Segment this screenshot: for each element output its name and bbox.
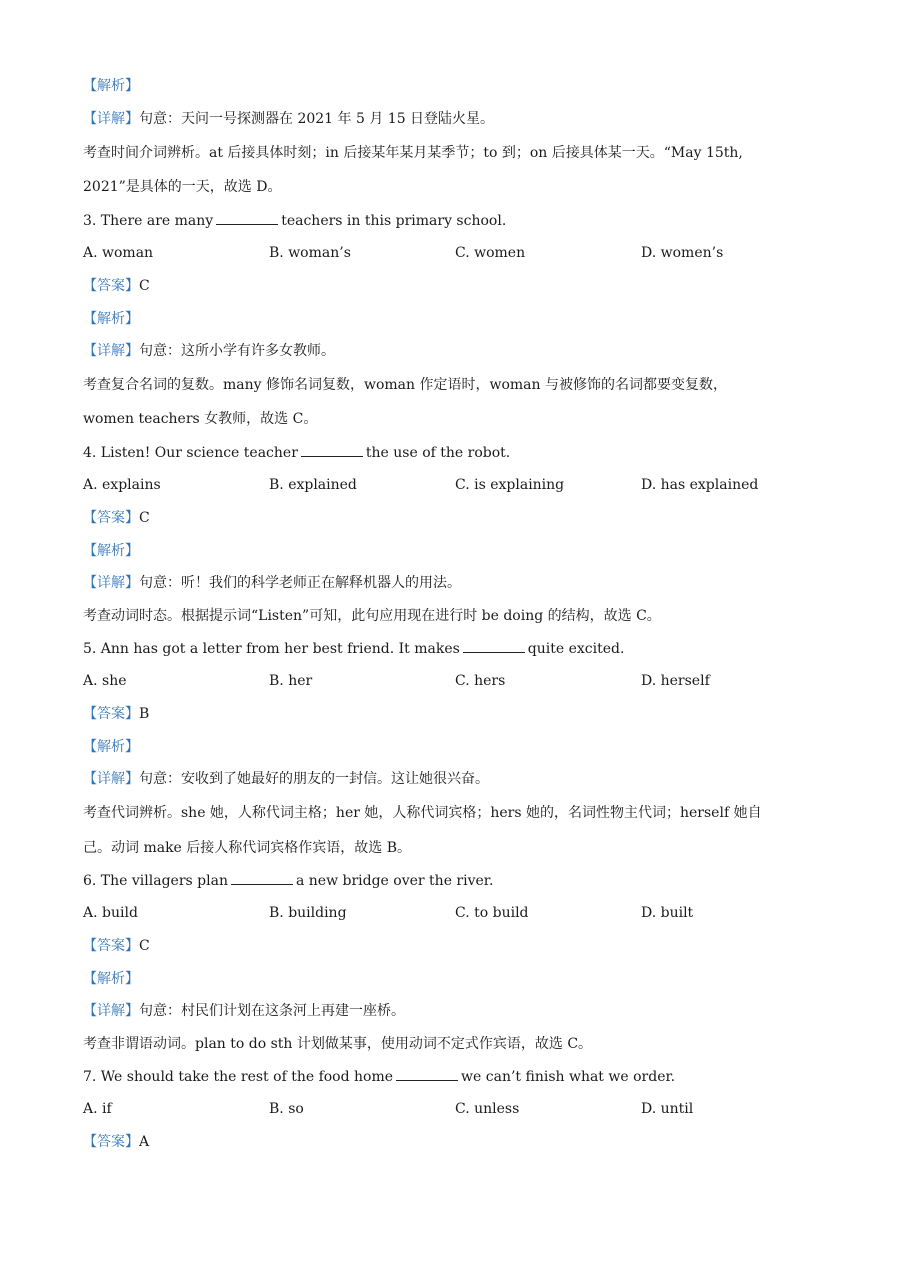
option-d: D. herself [641,673,710,689]
explanation-line: 考查非谓语动词。plan to do sth 计划做某事，使用动词不定式作宾语，故选 C。 [83,1036,593,1052]
analysis-heading: 【解析】 [83,311,139,327]
explanation-line: 2021”是具体的一天，故选 D。 [83,179,282,195]
option-c: C. unless [455,1101,520,1117]
option-d: D. until [641,1101,694,1117]
detail-line: 【详解】句意：天问一号探测器在 2021 年 5 月 15 日登陆火星。 [83,111,495,127]
detail-line: 【详解】句意：安收到了她最好的朋友的一封信。这让她很兴奋。 [83,771,489,787]
question-stem: 3. There are many teachers in this primary school. [83,213,507,229]
detail-line: 【详解】句意：这所小学有许多女教师。 [83,343,335,359]
option-a: A. explains [83,477,161,493]
option-b: B. her [269,673,313,689]
option-b: B. building [269,905,347,921]
answer-blank [396,1068,458,1081]
analysis-heading: 【解析】 [83,739,139,755]
option-d: D. built [641,905,694,921]
answer-blank [301,444,363,457]
option-b: B. woman’s [269,245,351,261]
option-c: C. women [455,245,526,261]
option-d: D. women’s [641,245,724,261]
explanation-line: 己。动词 make 后接人称代词宾格作宾语，故选 B。 [83,840,412,856]
answer-line: 【答案】B [83,706,150,722]
answer-blank [463,640,525,653]
answer-blank [231,872,293,885]
option-a: A. woman [83,245,154,261]
option-b: B. explained [269,477,357,493]
question-stem: 5. Ann has got a letter from her best friend. It makes quite excited. [83,641,625,657]
answer-line: 【答案】C [83,510,150,526]
analysis-heading: 【解析】 [83,78,139,94]
option-c: C. to build [455,905,529,921]
explanation-line: 考查时间介词辨析。at 后接具体时刻；in 后接某年某月某季节；to 到；on 后接具体某一天。“May 15th, [83,145,743,161]
question-stem: 4. Listen! Our science teacher the use of the robot. [83,445,511,461]
explanation-line: 考查代词辨析。she 她，人称代词主格；her 她，人称代词宾格；hers 她的，名词性物主代词；herself 她自 [83,805,762,821]
answer-line: 【答案】A [83,1134,150,1150]
option-a: A. build [83,905,138,921]
option-c: C. hers [455,673,506,689]
answer-blank [216,212,278,225]
option-d: D. has explained [641,477,759,493]
option-a: A. she [83,673,127,689]
answer-line: 【答案】C [83,278,150,294]
option-a: A. if [83,1101,112,1117]
question-stem: 6. The villagers plan a new bridge over the river. [83,873,494,889]
explanation-line: women teachers 女教师，故选 C。 [83,411,318,427]
option-b: B. so [269,1101,304,1117]
analysis-heading: 【解析】 [83,971,139,987]
option-c: C. is explaining [455,477,565,493]
detail-line: 【详解】句意：听！我们的科学老师正在解释机器人的用法。 [83,575,461,591]
question-stem: 7. We should take the rest of the food home we can’t finish what we order. [83,1069,676,1085]
detail-line: 【详解】句意：村民们计划在这条河上再建一座桥。 [83,1003,405,1019]
analysis-heading: 【解析】 [83,543,139,559]
explanation-line: 考查动词时态。根据提示词“Listen”可知，此句应用现在进行时 be doing 的结构，故选 C。 [83,608,661,624]
explanation-line: 考查复合名词的复数。many 修饰名词复数，woman 作定语时，woman 与被修饰的名词都要变复数， [83,377,727,393]
answer-line: 【答案】C [83,938,150,954]
